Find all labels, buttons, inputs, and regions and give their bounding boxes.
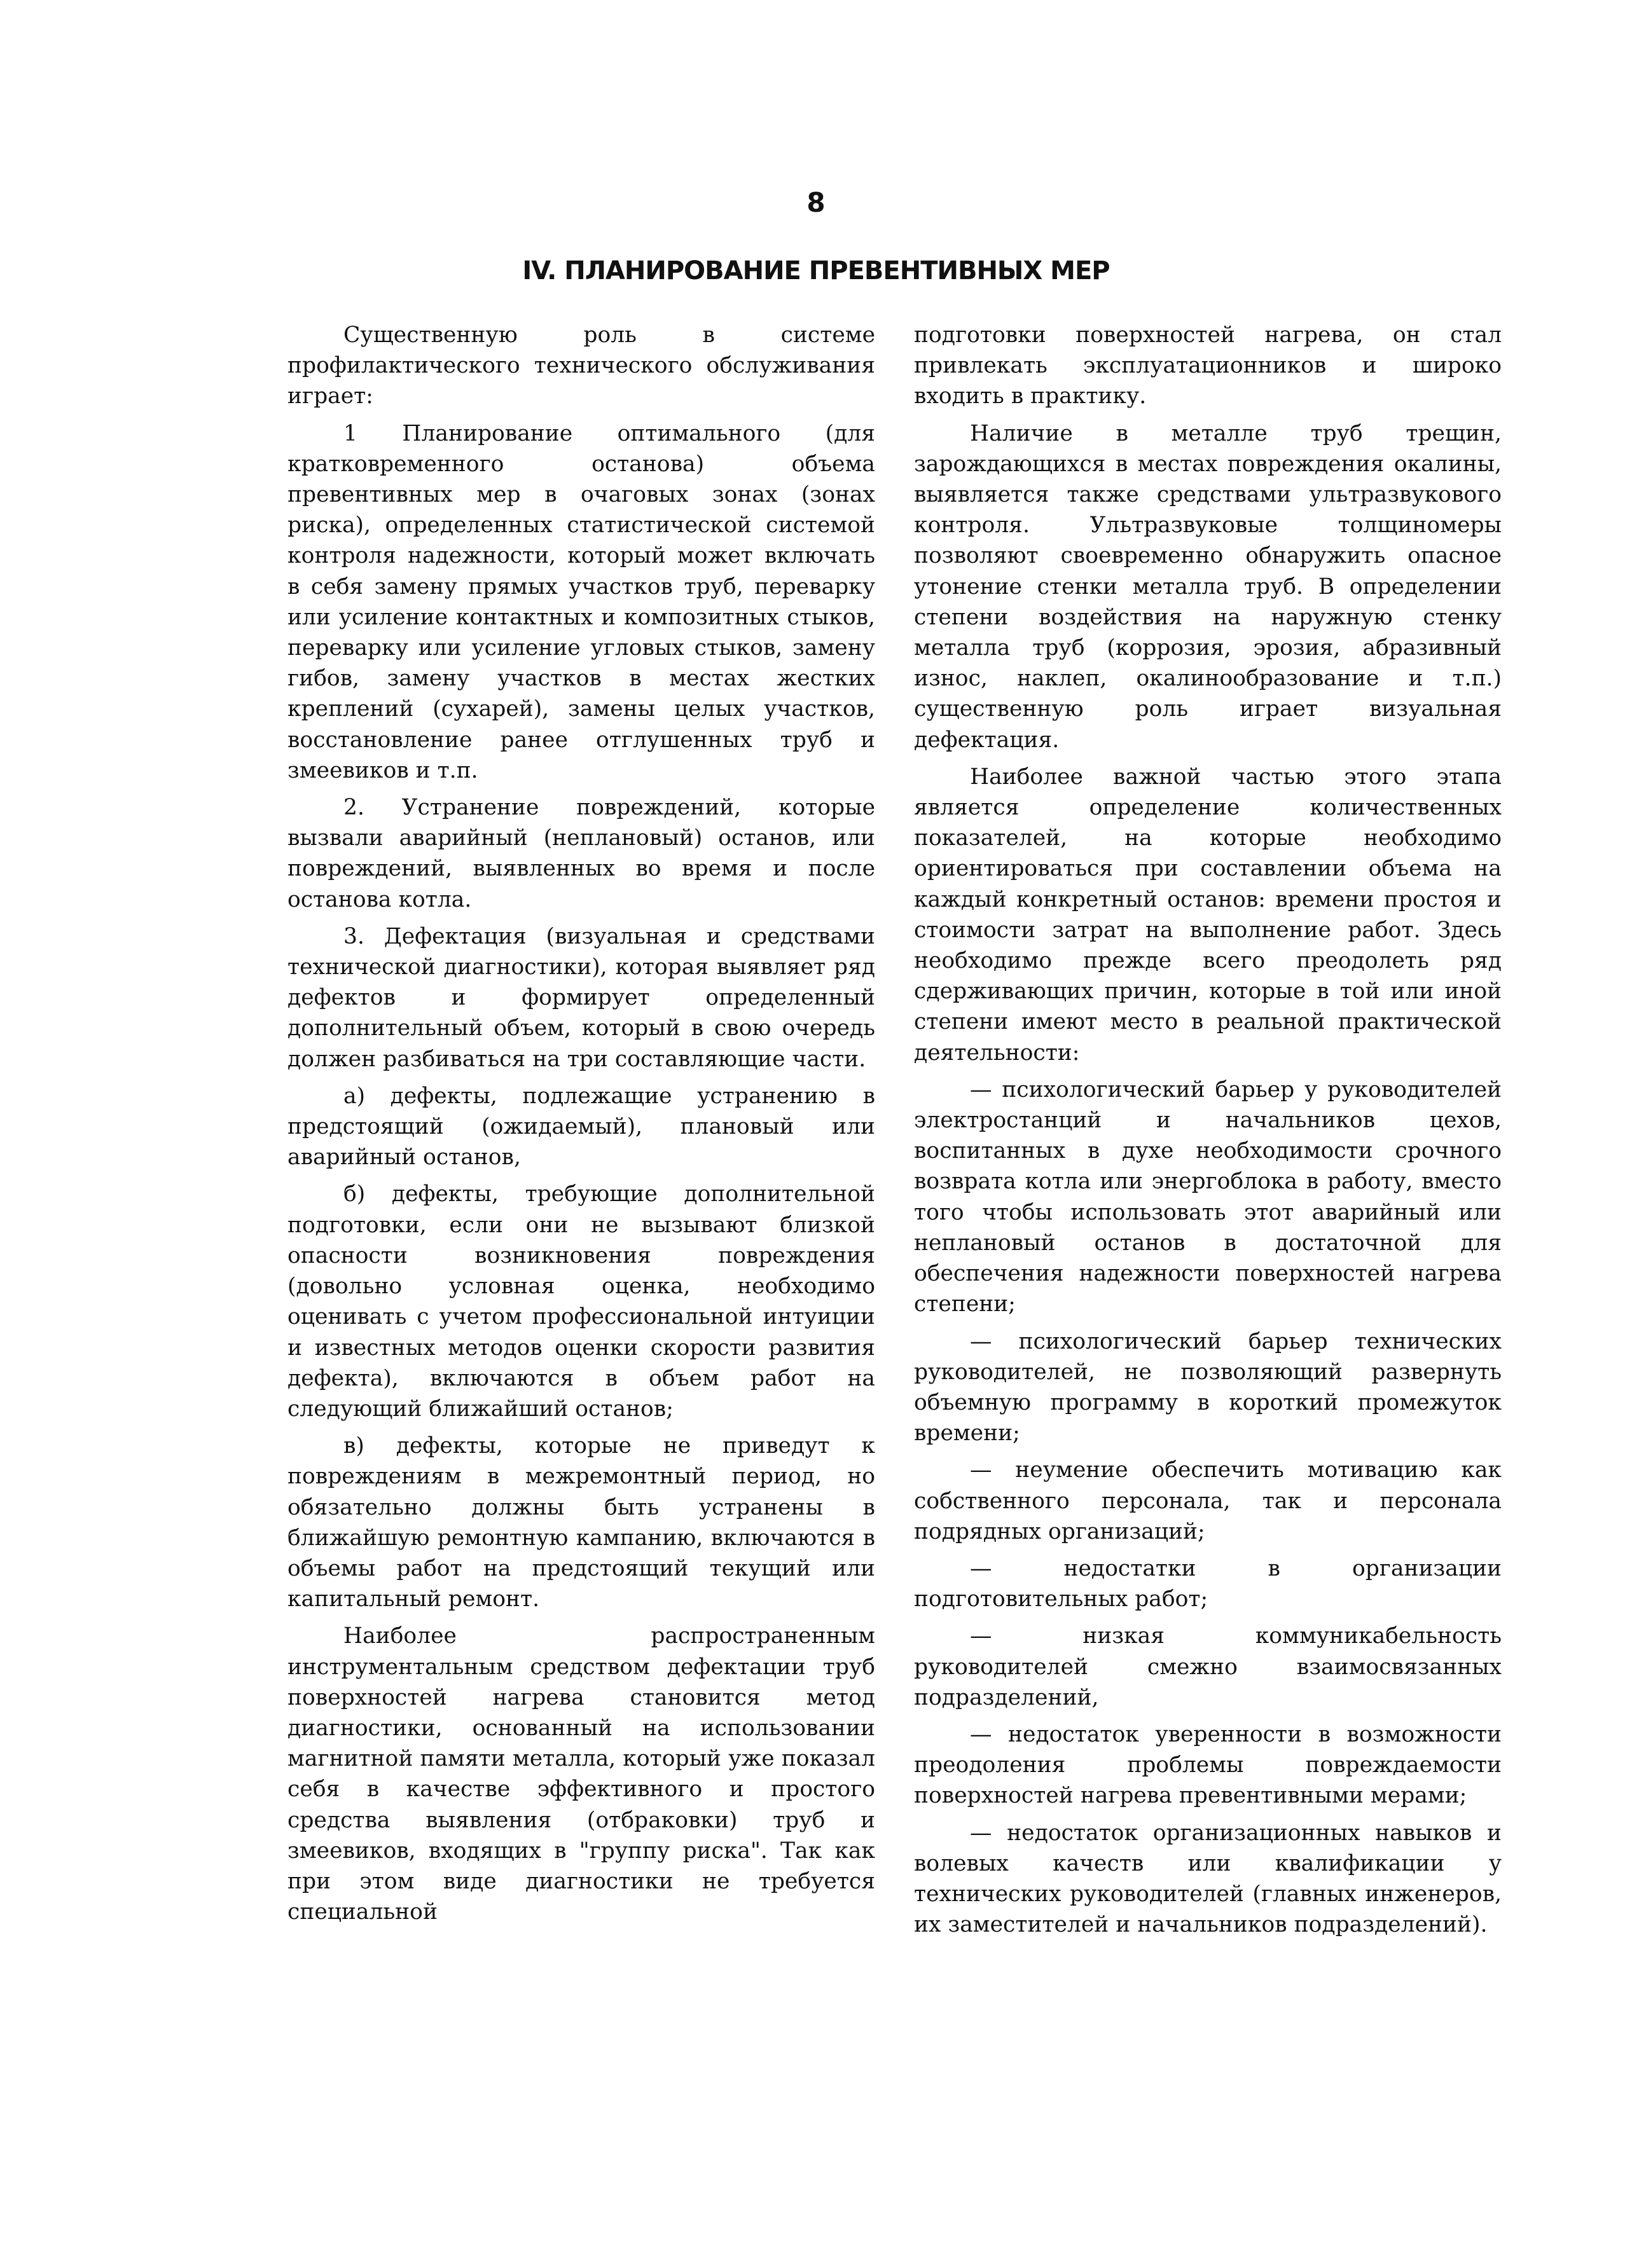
paragraph: подготовки поверхностей нагрева, он стал привлекать эксплуатационников и широко входить в практику. <box>914 322 1502 409</box>
list-item: — неумение обеспечить мотивацию как собственного персонала, так и персонала подрядных организаций; <box>914 1457 1502 1544</box>
paragraph: б) дефекты, требующие дополнительной подготовки, если они не вызывают близкой опасности возникновения повреждения (довольно условная оценка, необходимо оценивать с учетом профессиональной интуиции и известных методов оценки скорости развития дефекта), включаются в объем работ на следующий ближайший останов; <box>287 1181 875 1422</box>
paragraph: Наиболее важной частью этого этапа является определение количественных показателей, на которые необходимо ориентироваться при составлении объема на каждый конкретный останов: времени простоя и стоимости затрат на выполнение работ. Здесь необходимо прежде всего преодолеть ряд сдерживающих причин, которые в той или иной степени имеют место в реальной практической деятельности: <box>914 764 1502 1066</box>
list-item: — недостаток уверенности в возможности преодоления проблемы повреждаемости поверхностей нагрева превентивными мерами; <box>914 1721 1502 1809</box>
right-column <box>914 320 1502 1946</box>
left-column <box>287 320 875 1934</box>
paragraph: 3. Дефектация (визуальная и средствами технической диагностики), которая выявляет ряд дефектов и формирует определенный дополнительный объем, который в свою очередь должен разбиваться на три составляющие части. <box>287 923 875 1072</box>
paragraph: а) дефекты, подлежащие устранению в предстоящий (ожидаемый), плановый или аварийный останов, <box>287 1083 875 1171</box>
section-title: IV. ПЛАНИРОВАНИЕ ПРЕВЕНТИВНЫХ МЕР <box>522 256 1110 285</box>
list-item: — низкая коммуникабельность руководителей смежно взаимосвязанных подразделений, <box>914 1623 1502 1710</box>
paragraph: Наличие в металле труб трещин, зарождающихся в местах повреждения окалины, выявляется также средствами ультразвукового контроля. Ультразвуковые толщиномеры позволяют своевременно обнаружить опасное утонение стенки металла труб. В определении степени воздействия на наружную стенку металла труб (коррозия, эрозия, абразивный износ, наклеп, окалинообразование и т.п.) существенную роль играет визуальная дефектация. <box>914 420 1502 753</box>
list-item: — недостаток организационных навыков и волевых качеств или квалификации у технических руководителей (главных инженеров, их заместителей и начальников подразделений). <box>914 1820 1502 1938</box>
paragraph: Существенную роль в системе профилактического технического обслуживания играет: <box>287 322 875 409</box>
paragraph: Наиболее распространенным инструментальным средством дефектации труб поверхностей нагрева становится метод диагностики, основанный на использовании магнитной памяти металла, который уже показал себя в качестве эффективного и простого средства выявления (отбраковки) труб и змеевиков, входящих в "группу риска". Так как при этом виде диагностики не требуется специальной <box>287 1623 875 1925</box>
list-item: — недостатки в организации подготовительных работ; <box>914 1555 1502 1612</box>
list-item: — психологический барьер у руководителей электростанций и начальников цехов, воспитанных в духе необходимости срочного возврата котла или энергоблока в работу, вместо того чтобы использовать этот аварийный или неплановый останов в достаточной для обеспечения надежности поверхностей нагрева степени; <box>914 1076 1502 1317</box>
paragraph: 2. Устранение повреждений, которые вызвали аварийный (неплановый) останов, или повреждений, выявленных во время и после останова котла. <box>287 795 875 912</box>
paragraph: в) дефекты, которые не приведут к повреждениям в межремонтный период, но обязательно должны быть устранены в ближайшую ремонтную кампанию, включаются в объемы работ на предстоящий текущий или капитальный ремонт. <box>287 1433 875 1612</box>
page-number: 8 <box>806 187 826 218</box>
list-item: — психологический барьер технических руководителей, не позволяющий развернуть объемную программу в короткий промежуток времени; <box>914 1328 1502 1447</box>
paragraph: 1 Планирование оптимального (для кратковременного останова) объема превентивных мер в очаговых зонах (зонах риска), определенных статистической системой контроля надежности, который может включать в себя замену прямых участков труб, переварку или усиление контактных и композитных стыков, переварку или усиление угловых стыков, замену гибов, замену участков в местах жестких креплений (сухарей), замены целых участков, восстановление ранее отглушенных труб и змеевиков и т.п. <box>287 420 875 783</box>
